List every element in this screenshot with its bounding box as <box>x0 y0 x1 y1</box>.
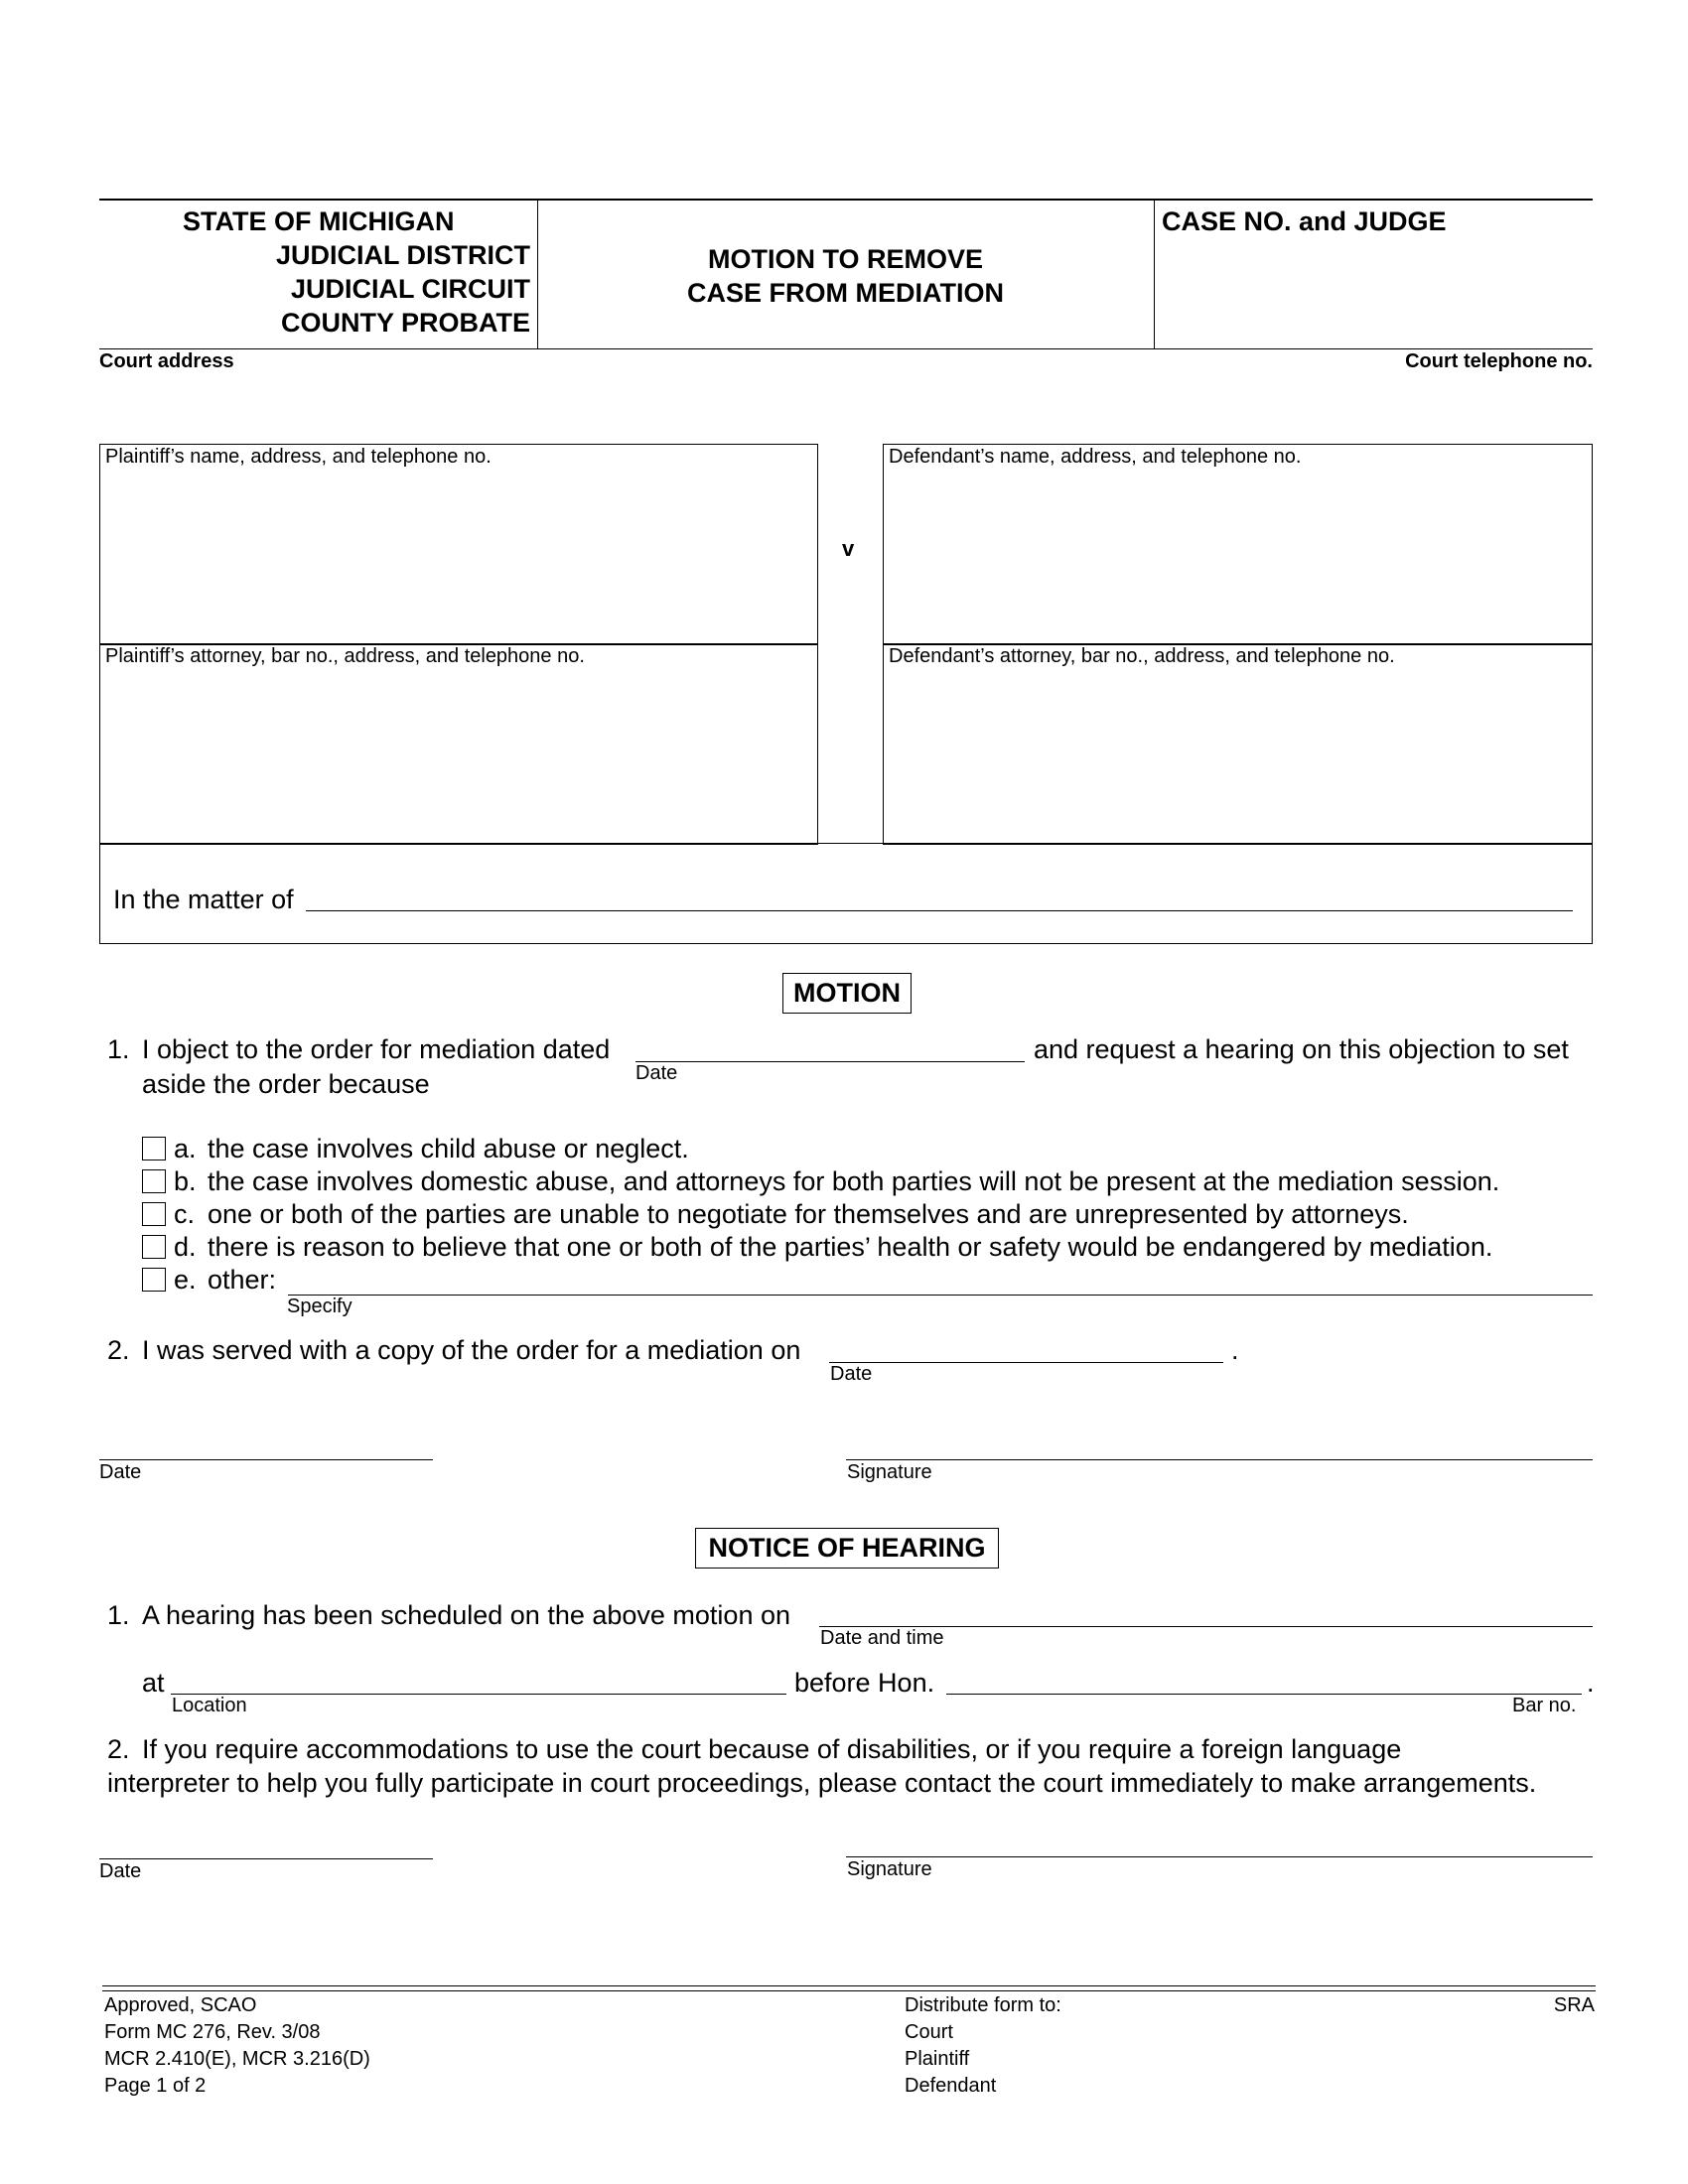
form-title-line-1: MOTION TO REMOVE <box>707 244 983 274</box>
motion-item1-text-c: aside the order because <box>142 1069 430 1099</box>
mediation-date-input-line[interactable] <box>635 1061 1025 1062</box>
footer-form-number: Form MC 276, Rev. 3/08 <box>104 2021 321 2043</box>
matter-input-line[interactable] <box>306 910 1573 911</box>
court-telephone-label: Court telephone no. <box>1405 350 1593 372</box>
specify-caption: Specify <box>287 1296 352 1317</box>
option-a-text: the case involves child abuse or neglect. <box>208 1134 689 1163</box>
option-d-checkbox[interactable] <box>142 1235 166 1259</box>
mediation-date-caption: Date <box>635 1062 678 1084</box>
motion-sign-date-caption: Date <box>99 1461 142 1483</box>
footer-rule-1 <box>102 1985 1596 1986</box>
option-a-checkbox[interactable] <box>142 1137 166 1160</box>
plaintiff-attorney-box[interactable] <box>99 643 818 845</box>
notice-sign-date-caption: Date <box>99 1860 142 1882</box>
plaintiff-label: Plaintiff’s name, address, and telephone no. <box>105 446 492 468</box>
court-circuit: JUDICIAL CIRCUIT <box>290 274 530 304</box>
option-b-text: the case involves domestic abuse, and attorneys for both parties will not be present at the mediation session. <box>208 1166 1500 1196</box>
motion-item2-text: I was served with a copy of the order for a mediation on <box>142 1335 801 1365</box>
notice-item2-line2: interpreter to help you fully participate in court proceedings, please contact the court immediately to make arrangements. <box>107 1768 1537 1798</box>
option-c-checkbox[interactable] <box>142 1202 166 1226</box>
served-date-caption: Date <box>830 1363 873 1385</box>
hearing-datetime-caption: Date and time <box>820 1627 944 1649</box>
option-c-letter: c. <box>174 1199 196 1229</box>
footer-page: Page 1 of 2 <box>104 2075 207 2097</box>
notice-item1-num: 1. <box>107 1600 130 1630</box>
form-title <box>537 242 1154 310</box>
footer-code: SRA <box>1553 1994 1595 2016</box>
versus-label: v <box>842 536 855 561</box>
motion-signature-line[interactable] <box>846 1459 1593 1460</box>
footer-distribute-court: Court <box>905 2021 953 2043</box>
notice-item1-text: A hearing has been scheduled on the above motion on <box>142 1600 790 1630</box>
notice-signature-caption: Signature <box>847 1858 932 1880</box>
notice-item1-period: . <box>1587 1668 1595 1698</box>
case-no-label: CASE NO. and JUDGE <box>1162 206 1447 236</box>
option-d-text: there is reason to believe that one or both of the parties’ health or safety would be endangered by mediation. <box>208 1232 1493 1262</box>
option-b-letter: b. <box>174 1166 197 1196</box>
option-c-text: one or both of the parties are unable to negotiate for themselves and are unrepresented by attorneys. <box>208 1199 1409 1229</box>
matter-box <box>99 843 1593 944</box>
notice-item2-num: 2. <box>107 1734 130 1764</box>
matter-label: In the matter of <box>113 885 294 914</box>
judge-input-line[interactable] <box>946 1694 1582 1695</box>
footer-mcr: MCR 2.410(E), MCR 3.216(D) <box>104 2048 370 2070</box>
bar-no-caption: Bar no. <box>1512 1695 1577 1716</box>
motion-signature-caption: Signature <box>847 1461 932 1483</box>
footer-form-info <box>104 1992 370 2100</box>
defendant-label: Defendant’s name, address, and telephone no. <box>889 446 1302 468</box>
plaintiff-box[interactable] <box>99 444 818 645</box>
footer-rule-2 <box>102 1990 1596 1991</box>
footer-approved: Approved, SCAO <box>104 1994 257 2016</box>
motion-item1-text-a: I object to the order for mediation dated <box>142 1034 611 1064</box>
footer-distribution <box>905 1992 1061 2100</box>
notice-signature-line[interactable] <box>846 1856 1593 1857</box>
court-name-block <box>109 205 530 340</box>
motion-sign-date-line[interactable] <box>99 1459 433 1460</box>
plaintiff-attorney-label: Plaintiff’s attorney, bar no., address, and telephone no. <box>105 645 585 667</box>
motion-item2-num: 2. <box>107 1335 130 1365</box>
option-d-letter: d. <box>174 1232 197 1262</box>
notice-item2-line1: If you require accommodations to use the court because of disabilities, or if you require a foreign language <box>142 1734 1402 1764</box>
footer-distribute-plaintiff: Plaintiff <box>905 2048 970 2070</box>
option-b-checkbox[interactable] <box>142 1169 166 1193</box>
option-e-letter: e. <box>174 1265 197 1295</box>
header-divider-right <box>1154 199 1155 349</box>
motion-item1-text-b: and request a hearing on this objection to set <box>1034 1034 1569 1064</box>
option-e-checkbox[interactable] <box>142 1268 166 1292</box>
header-bottom-rule <box>99 348 1593 349</box>
court-district: JUDICIAL DISTRICT <box>275 240 530 270</box>
defendant-attorney-box[interactable] <box>883 643 1593 845</box>
form-title-line-2: CASE FROM MEDIATION <box>687 278 1004 308</box>
court-state: STATE OF MICHIGAN <box>183 206 455 236</box>
defendant-attorney-label: Defendant’s attorney, bar no., address, and telephone no. <box>889 645 1395 667</box>
other-specify-input-line[interactable] <box>288 1295 1593 1296</box>
location-caption: Location <box>172 1695 247 1716</box>
footer-distribute-label: Distribute form to: <box>905 1994 1061 2016</box>
court-address-label: Court address <box>99 350 234 372</box>
defendant-box[interactable] <box>883 444 1593 645</box>
footer-distribute-defendant: Defendant <box>905 2075 997 2097</box>
at-label: at <box>142 1668 165 1698</box>
motion-item1-num: 1. <box>107 1034 130 1064</box>
option-a-letter: a. <box>174 1134 197 1163</box>
option-e-text: other: <box>208 1265 277 1295</box>
motion-title: MOTION <box>782 973 912 1014</box>
served-date-input-line[interactable] <box>829 1362 1223 1363</box>
before-hon-label: before Hon. <box>794 1668 935 1698</box>
court-probate: COUNTY PROBATE <box>280 308 530 338</box>
header-top-rule <box>99 199 1593 201</box>
motion-item2-period: . <box>1231 1335 1239 1365</box>
notice-title: NOTICE OF HEARING <box>695 1528 999 1569</box>
notice-sign-date-line[interactable] <box>99 1858 433 1859</box>
location-input-line[interactable] <box>171 1694 786 1695</box>
